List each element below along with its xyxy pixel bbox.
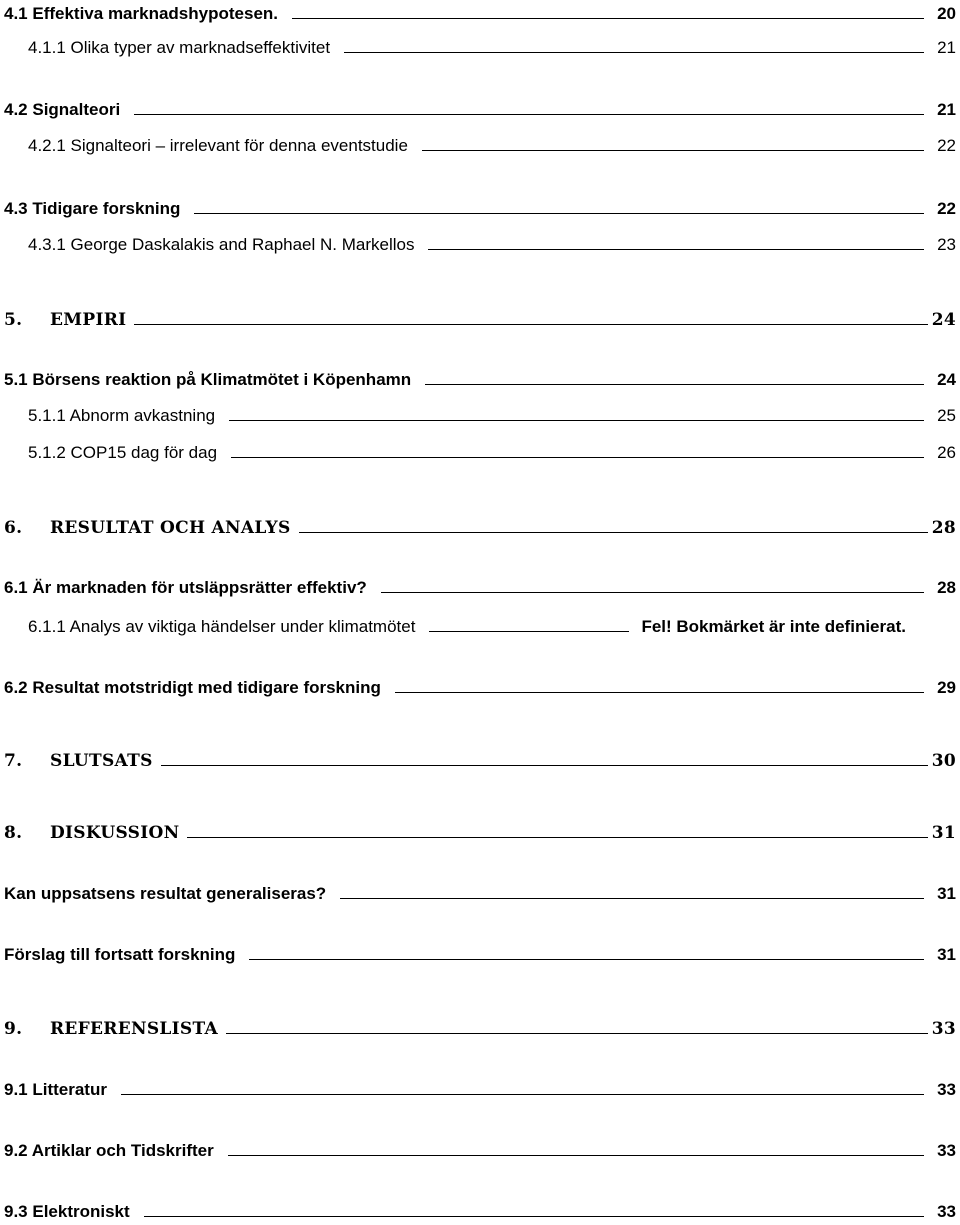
bookmark-error-text: Fel! Bokmärket är inte definierat. (641, 617, 906, 636)
toc-leader (381, 578, 924, 593)
toc-leader (340, 884, 924, 899)
toc-chapter-number: 8. (4, 823, 23, 843)
toc-leader (249, 945, 924, 960)
toc-page-number: 30 (931, 751, 956, 771)
toc-entry-further-research[interactable] (4, 945, 956, 965)
toc-leader (229, 406, 924, 421)
toc-chapter-number: 6. (4, 518, 23, 538)
toc-page-number: 26 (937, 443, 956, 462)
toc-entry-5-1[interactable] (4, 370, 956, 390)
toc-entry-label: 9.1 Litteratur (4, 1080, 107, 1099)
toc-page-number: 21 (937, 38, 956, 57)
toc-entry-label: 5.1.1 Abnorm avkastning (28, 406, 216, 425)
toc-page-number: 21 (937, 100, 956, 119)
toc-chapter-number: 9. (4, 1019, 23, 1039)
toc-entry-label: RESULTAT OCH ANALYS (50, 518, 291, 538)
toc-entry-label: 4.1 Effektiva marknadshypotesen. (4, 4, 279, 23)
toc-entry-label: 4.2 Signalteori (4, 100, 121, 119)
toc-entry-4-1-1[interactable] (28, 38, 956, 58)
toc-entry-label: 6.1.1 Analys av viktiga händelser under klimatmötet (28, 617, 416, 636)
toc-page-number: 29 (937, 678, 956, 697)
toc-leader (425, 370, 924, 385)
toc-entry-label: Kan uppsatsens resultat generaliseras? (4, 884, 327, 903)
toc-leader (144, 1202, 924, 1217)
toc-page-number: 31 (937, 945, 956, 964)
toc-chapter-9[interactable] (4, 1019, 956, 1039)
toc-entry-label: EMPIRI (50, 310, 127, 330)
toc-leader (428, 235, 924, 250)
toc-page-number: 33 (937, 1080, 956, 1099)
toc-entry-label: 5.1 Börsens reaktion på Klimatmötet i Köpenhamn (4, 370, 412, 389)
toc-entry-5-1-2[interactable] (28, 443, 956, 463)
toc-chapter-5[interactable] (4, 310, 956, 330)
toc-page-number: 20 (937, 4, 956, 23)
toc-leader (422, 136, 924, 151)
toc-page-number: 33 (937, 1141, 956, 1160)
toc-entry-4-2[interactable] (4, 100, 956, 120)
toc-entry-generalisation[interactable] (4, 884, 956, 904)
toc-entry-label: Förslag till fortsatt forskning (4, 945, 236, 964)
toc-entry-label: 5.1.2 COP15 dag för dag (28, 443, 218, 462)
toc-entry-9-2[interactable] (4, 1141, 956, 1161)
toc-leader (292, 4, 924, 19)
toc-entry-4-3[interactable] (4, 199, 956, 219)
toc-chapter-8[interactable] (4, 823, 956, 843)
toc-entry-label: REFERENSLISTA (50, 1019, 219, 1039)
toc-entry-label: DISKUSSION (50, 823, 180, 843)
toc-entry-9-1[interactable] (4, 1080, 956, 1100)
toc-leader (395, 678, 924, 693)
toc-page-number: 33 (937, 1202, 956, 1221)
toc-page-number: 28 (937, 578, 956, 597)
toc-page-number: 24 (937, 370, 956, 389)
toc-page-number: 22 (937, 199, 956, 218)
toc-leader (228, 1141, 924, 1156)
toc-chapter-number: 7. (4, 751, 23, 771)
toc-leader (187, 823, 927, 838)
toc-entry-label: 4.3 Tidigare forskning (4, 199, 181, 218)
toc-entry-4-1[interactable] (4, 4, 956, 24)
toc-entry-label: 6.1 Är marknaden för utsläppsrätter effektiv? (4, 578, 367, 597)
toc-leader (299, 518, 928, 533)
toc-page-number: 28 (931, 518, 956, 538)
toc-page-number: 31 (931, 823, 956, 843)
toc-entry-label: 9.3 Elektroniskt (4, 1202, 130, 1221)
toc-chapter-7[interactable] (4, 751, 956, 771)
toc-leader (429, 617, 629, 632)
toc-chapter-number: 5. (4, 310, 23, 330)
toc-entry-4-3-1[interactable] (28, 235, 956, 255)
toc-page-number: 24 (931, 310, 956, 330)
toc-entry-4-2-1[interactable] (28, 136, 956, 156)
toc-entry-6-2[interactable] (4, 678, 956, 698)
toc-leader (231, 443, 924, 458)
toc-leader (226, 1019, 928, 1034)
toc-entry-label: SLUTSATS (50, 751, 153, 771)
toc-page-number: 25 (937, 406, 956, 425)
toc-entry-6-1[interactable] (4, 578, 956, 598)
toc-entry-9-3[interactable] (4, 1202, 956, 1222)
toc-leader (161, 751, 928, 766)
toc-page-number: 22 (937, 136, 956, 155)
toc-page-number: 31 (937, 884, 956, 903)
toc-leader (134, 310, 927, 325)
toc-chapter-6[interactable] (4, 518, 956, 538)
toc-leader (194, 199, 924, 214)
toc-page-number: 23 (937, 235, 956, 254)
toc-entry-5-1-1[interactable] (28, 406, 956, 426)
toc-entry-label: 4.1.1 Olika typer av marknadseffektivitet (28, 38, 331, 57)
toc-entry-label: 4.3.1 George Daskalakis and Raphael N. Markellos (28, 235, 415, 254)
toc-page-number: 33 (931, 1019, 956, 1039)
toc-leader (134, 100, 924, 115)
toc-leader (344, 38, 924, 53)
toc-entry-label: 6.2 Resultat motstridigt med tidigare forskning (4, 678, 381, 697)
toc-entry-label: 9.2 Artiklar och Tidskrifter (4, 1141, 214, 1160)
toc-entry-label: 4.2.1 Signalteori – irrelevant för denna eventstudie (28, 136, 408, 155)
toc-leader (121, 1080, 924, 1095)
toc-entry-6-1-1[interactable] (28, 617, 956, 637)
